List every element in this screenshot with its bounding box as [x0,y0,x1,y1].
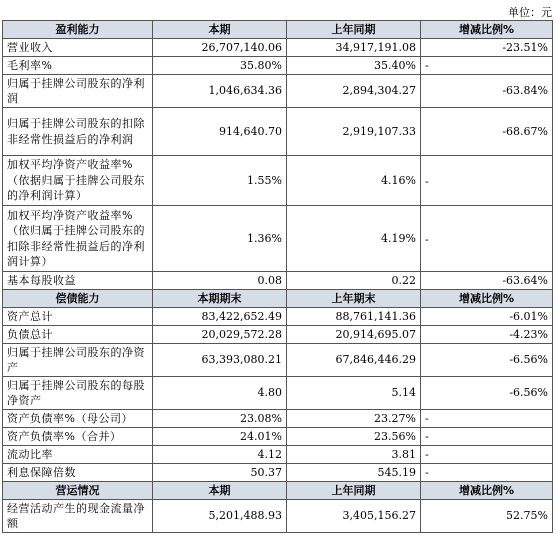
row-label: 归属于挂牌公司股东的净利润 [3,75,153,108]
row-label: 毛利率% [3,57,153,75]
previous-value: 2,894,304.27 [287,75,421,108]
change-value: -6.56% [421,344,553,377]
current-value: 50.37 [153,464,287,482]
section-header-profitability [3,21,553,39]
row-label: 加权平均净资产收益率%（依归属于挂牌公司股东的扣除非经常性损益后的净利润计算） [3,206,153,272]
table-row [3,308,553,326]
row-label: 基本每股收益 [3,272,153,290]
current-value: 26,707,140.06 [153,39,287,57]
current-value: 20,029,572.28 [153,326,287,344]
row-label: 归属于挂牌公司股东的净资产 [3,344,153,377]
change-value: -23.51% [421,39,553,57]
row-label: 负债总计 [3,326,153,344]
change-value: - [421,446,553,464]
change-value: - [421,57,553,75]
current-value: 1.55% [153,156,287,206]
table-row [3,156,553,206]
previous-value: 88,761,141.36 [287,308,421,326]
table-row [3,464,553,482]
change-value: - [421,464,553,482]
current-value: 4.80 [153,377,287,410]
previous-value: 2,919,107.33 [287,108,421,156]
row-label: 流动比率 [3,446,153,464]
previous-value: 23.56% [287,428,421,446]
header-cell: 增减比例% [421,21,553,39]
header-cell: 本期期末 [153,290,287,308]
table-row [3,39,553,57]
table-row [3,206,553,272]
row-label: 资产负债率%（合并） [3,428,153,446]
current-value: 4.12 [153,446,287,464]
change-value: - [421,156,553,206]
section-header-solvency [3,290,553,308]
change-value: 52.75% [421,500,553,533]
change-value: -4.23% [421,326,553,344]
previous-value: 5.14 [287,377,421,410]
previous-value: 545.19 [287,464,421,482]
current-value: 35.80% [153,57,287,75]
previous-value: 35.40% [287,57,421,75]
change-value: -6.56% [421,377,553,410]
previous-value: 4.16% [287,156,421,206]
header-cell: 盈利能力 [3,21,153,39]
table-row [3,108,553,156]
change-value: - [421,206,553,272]
table-row [3,344,553,377]
header-cell: 增减比例% [421,482,553,500]
section-header-operations [3,482,553,500]
table-row [3,446,553,464]
header-cell: 上年同期 [287,21,421,39]
current-value: 1.36% [153,206,287,272]
table-row [3,57,553,75]
previous-value: 67,846,446.29 [287,344,421,377]
header-cell: 本期 [153,21,287,39]
header-cell: 增减比例% [421,290,553,308]
current-value: 63,393,080.21 [153,344,287,377]
table-row [3,326,553,344]
current-value: 23.08% [153,410,287,428]
current-value: 1,046,634.36 [153,75,287,108]
previous-value: 3,405,156.27 [287,500,421,533]
previous-value: 4.19% [287,206,421,272]
current-value: 914,640.70 [153,108,287,156]
header-cell: 上年同期 [287,482,421,500]
financial-indicators-table [2,20,553,533]
unit-label: 单位：元 [508,6,552,19]
table-row [3,410,553,428]
current-value: 83,422,652.49 [153,308,287,326]
change-value: -6.01% [421,308,553,326]
table-row [3,75,553,108]
row-label: 资产负债率%（母公司） [3,410,153,428]
row-label: 资产总计 [3,308,153,326]
previous-value: 3.81 [287,446,421,464]
row-label: 归属于挂牌公司股东的扣除非经常性损益后的净利润 [3,108,153,156]
table-row [3,428,553,446]
change-value: -63.64% [421,272,553,290]
previous-value: 23.27% [287,410,421,428]
current-value: 0.08 [153,272,287,290]
row-label: 利息保障倍数 [3,464,153,482]
previous-value: 0.22 [287,272,421,290]
header-cell: 本期 [153,482,287,500]
row-label: 加权平均净资产收益率%（依据归属于挂牌公司股东的净利润计算） [3,156,153,206]
previous-value: 34,917,191.08 [287,39,421,57]
row-label: 归属于挂牌公司股东的每股净资产 [3,377,153,410]
table-row [3,500,553,533]
header-cell: 上年期末 [287,290,421,308]
header-cell: 营运情况 [3,482,153,500]
header-cell: 偿债能力 [3,290,153,308]
previous-value: 20,914,695.07 [287,326,421,344]
row-label: 经营活动产生的现金流量净额 [3,500,153,533]
table-row [3,377,553,410]
table-row [3,272,553,290]
change-value: - [421,428,553,446]
current-value: 5,201,488.93 [153,500,287,533]
change-value: -68.67% [421,108,553,156]
change-value: - [421,410,553,428]
current-value: 24.01% [153,428,287,446]
row-label: 营业收入 [3,39,153,57]
change-value: -63.84% [421,75,553,108]
